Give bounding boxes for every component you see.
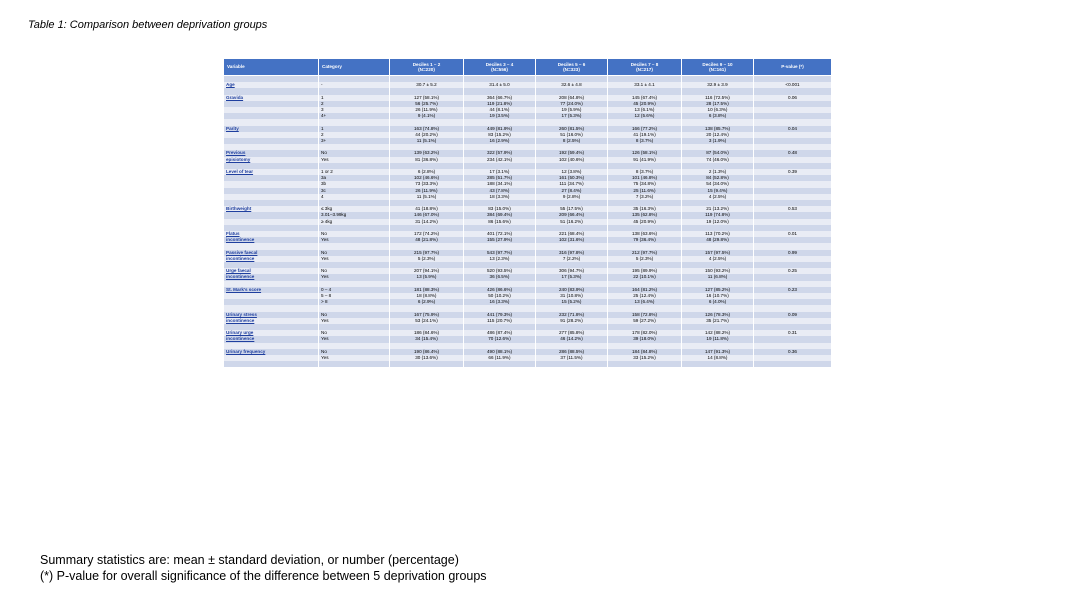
value-cell: 119 (21.8%) [464,101,536,107]
category-cell: 5 – 8 [319,293,390,299]
value-cell: 8 (2.5%) [536,138,608,144]
category-cell: 0 – 4 [319,287,390,293]
value-cell: 15 (5.2%) [536,299,608,305]
table-body [224,76,832,368]
value-cell: 102 (46.6%) [390,175,464,181]
value-cell: 59 (27.2%) [608,318,682,324]
value-cell: 19 (11.8%) [682,336,754,342]
category-cell: No [319,231,390,237]
category-cell: Yes [319,355,390,361]
variable-cell: episiotomy [224,157,319,163]
value-cell: 26 (11.9%) [390,188,464,194]
value-cell: 39 (18.0%) [608,336,682,342]
column-header [464,59,536,76]
value-cell: 543 (97.7%) [464,250,536,256]
value-cell: 45 (20.9%) [608,101,682,107]
value-cell: 19 (5.9%) [536,107,608,113]
column-header-label: Deciles 3 – 4 [485,61,514,67]
value-cell: 66 (11.9%) [464,355,536,361]
column-header-count: (N=217) [636,67,653,72]
p-value-note: (*) P-value for overall significance of the difference between 5 deprivation groups [40,569,487,583]
value-cell: 113 (70.2%) [682,231,754,237]
value-cell: 51 (16.2%) [536,219,608,225]
value-cell: 19 (12.0%) [682,219,754,225]
value-cell: 209 (66.4%) [536,212,608,218]
value-cell: 81 (36.8%) [390,157,464,163]
column-header [754,59,832,76]
p-value-cell: 0.06 [754,95,832,101]
value-cell: 41 (19.1%) [608,132,682,138]
p-value-cell [754,361,832,367]
value-cell: 207 (94.1%) [390,268,464,274]
p-value-cell: 0.09 [754,312,832,318]
category-cell: 1 [319,95,390,101]
value-cell: 486 (87.4%) [464,330,536,336]
column-header-label: Deciles 5 – 6 [557,61,586,67]
value-cell: 139 (63.2%) [390,150,464,156]
column-header-label: Deciles 7 – 8 [630,61,659,67]
value-cell: 33 (15.2%) [608,355,682,361]
value-cell: 84 (52.8%) [682,175,754,181]
value-cell: 74 (46.0%) [682,157,754,163]
variable-cell: Level of tear [224,169,319,175]
variable-cell: Parity [224,126,319,132]
category-cell: 3a [319,175,390,181]
column-header-label: P-value (*) [781,64,804,70]
value-cell: 232 (71.8%) [536,312,608,318]
value-cell: 48 (21.8%) [390,237,464,243]
value-cell: 53 (24.1%) [390,318,464,324]
value-cell: 116 (72.5%) [682,95,754,101]
category-cell: No [319,312,390,318]
variable-cell [224,361,319,367]
value-cell: 8 (3.7%) [608,169,682,175]
value-cell: 155 (27.9%) [464,237,536,243]
category-cell: 3+ [319,138,390,144]
category-cell: ≤ 3kg [319,206,390,212]
value-cell: 4 (2.5%) [682,256,754,262]
value-cell: 17 (5.3%) [536,274,608,280]
category-cell: 3.01–3.99kg [319,212,390,218]
variable-cell: incontinence [224,318,319,324]
category-cell: 1 [319,126,390,132]
value-cell: 75 (34.8%) [608,181,682,187]
table-header-row [224,59,832,76]
value-cell: 44 (8.1%) [464,107,536,113]
value-cell: 12 (3.8%) [536,169,608,175]
value-cell: 45 (20.9%) [608,219,682,225]
value-cell: 21 (13.2%) [682,206,754,212]
value-cell: 3 (1.9%) [682,138,754,144]
value-cell: 190 (86.4%) [390,349,464,355]
value-cell: 17 (3.1%) [464,169,536,175]
value-cell: 36 (6.5%) [464,274,536,280]
comparison-table [223,58,832,367]
value-cell: 127 (58.1%) [390,95,464,101]
value-cell: 184 (84.8%) [608,349,682,355]
column-header [319,59,390,76]
table-notes [40,552,487,584]
category-cell: Yes [319,336,390,342]
table-row [224,361,832,367]
column-header-label: Deciles 9 – 10 [702,61,733,67]
value-cell: 157 (97.5%) [682,250,754,256]
table-row [224,76,832,83]
category-cell: ≥ 4kg [319,219,390,225]
value-cell: 26 (11.9%) [390,107,464,113]
value-cell: 77 (24.0%) [536,101,608,107]
category-cell [319,361,390,367]
value-cell: 150 (93.2%) [682,268,754,274]
category-cell: No [319,150,390,156]
value-cell: 51 (16.0%) [536,132,608,138]
value-cell: 142 (88.2%) [682,330,754,336]
column-header [682,59,754,76]
variable-cell: Age [224,82,319,88]
value-cell: 188 (34.1%) [464,181,536,187]
value-cell: 138 (63.6%) [608,231,682,237]
value-cell: 2 (1.3%) [682,169,754,175]
category-cell: - [319,82,390,88]
value-cell: 27 (8.4%) [536,188,608,194]
column-header [224,59,319,76]
value-cell: 234 (42.1%) [464,157,536,163]
value-cell: 9 (2.8%) [536,194,608,200]
category-cell: 3 [319,107,390,113]
value-cell: 13 (5.9%) [390,274,464,280]
column-header-count: (N=556) [491,67,508,72]
p-value-cell: 0.25 [754,268,832,274]
value-cell: 163 (74.8%) [390,126,464,132]
value-cell: 33.1 ± 4.1 [608,82,682,88]
value-cell: 5 (2.3%) [608,256,682,262]
category-cell: 4 [319,194,390,200]
variable-cell: Urinary urge [224,330,319,336]
variable-cell: incontinence [224,256,319,262]
value-cell: 54 (34.0%) [682,181,754,187]
value-cell [682,76,754,83]
value-cell: 73 (33.3%) [390,181,464,187]
value-cell: 87 (54.0%) [682,150,754,156]
variable-cell: Previous [224,150,319,156]
value-cell: 31.4 ± 5.0 [464,82,536,88]
value-cell: 25 (12.4%) [608,293,682,299]
value-cell: 55 (17.5%) [536,206,608,212]
value-cell: 6 (2.8%) [390,169,464,175]
value-cell [608,76,682,83]
value-cell: 195 (89.9%) [608,268,682,274]
value-cell: 79 (36.4%) [608,237,682,243]
value-cell: 91 (41.9%) [608,157,682,163]
value-cell: 192 (59.4%) [536,150,608,156]
variable-cell: incontinence [224,237,319,243]
value-cell: 19 (3.5%) [464,113,536,119]
category-cell: 4+ [319,113,390,119]
value-cell: 12 (5.6%) [608,113,682,119]
value-cell: 16 (10.7%) [682,293,754,299]
value-cell: 138 (85.7%) [682,126,754,132]
value-cell: 364 (66.7%) [464,95,536,101]
p-value-cell: 0.48 [754,150,832,156]
value-cell: 401 (72.1%) [464,231,536,237]
variable-cell: Flatus [224,231,319,237]
value-cell: 161 (50.3%) [536,175,608,181]
value-cell [464,361,536,367]
column-header [536,59,608,76]
category-cell: Yes [319,274,390,280]
value-cell: 43 (7.8%) [464,188,536,194]
value-cell: 146 (67.0%) [390,212,464,218]
value-cell [536,76,608,83]
value-cell: 9 (4.1%) [390,113,464,119]
value-cell: 286 (88.5%) [536,349,608,355]
value-cell: 172 (74.2%) [390,231,464,237]
variable-cell [224,76,319,83]
value-cell: 50 (10.2%) [464,293,536,299]
category-cell: Yes [319,256,390,262]
value-cell: 86 (15.6%) [464,219,536,225]
value-cell: 316 (97.8%) [536,250,608,256]
variable-cell: incontinence [224,274,319,280]
value-cell: 441 (79.3%) [464,312,536,318]
value-cell: 6 (4.0%) [682,299,754,305]
value-cell: 145 (67.4%) [608,95,682,101]
value-cell: 277 (85.8%) [536,330,608,336]
value-cell: 17 (5.3%) [536,113,608,119]
value-cell: 212 (97.7%) [608,250,682,256]
column-header-label: Variable [227,64,245,70]
value-cell: 30.7 ± 5.2 [390,82,464,88]
value-cell: 16 (3.3%) [464,299,536,305]
p-value-cell: 0.31 [754,330,832,336]
value-cell: 91 (28.2%) [536,318,608,324]
value-cell: 6 (2.9%) [390,299,464,305]
value-cell: 20 (12.4%) [682,132,754,138]
value-cell: 186 (84.6%) [390,330,464,336]
value-cell: 127 (85.2%) [682,287,754,293]
value-cell: 18 (3.3%) [464,194,536,200]
value-cell [536,361,608,367]
value-cell: 31 (14.2%) [390,219,464,225]
value-cell: 30 (13.6%) [390,355,464,361]
variable-cell: Birthweight [224,206,319,212]
value-cell: 384 (69.4%) [464,212,536,218]
p-value-cell: 0.99 [754,250,832,256]
variable-cell: Gravida [224,95,319,101]
value-cell [390,76,464,83]
value-cell: 11 (5.1%) [390,194,464,200]
value-cell: 44 (20.2%) [390,132,464,138]
value-cell: 11 (5.1%) [390,138,464,144]
value-cell: 13 (6.1%) [608,107,682,113]
variable-cell: Urge faecal [224,268,319,274]
category-cell: Yes [319,157,390,163]
value-cell: 164 (81.2%) [608,287,682,293]
category-cell: > 8 [319,299,390,305]
column-header-label: Category [322,64,342,70]
value-cell: 70 (12.6%) [464,336,536,342]
value-cell [390,361,464,367]
p-value-cell: <0.001 [754,82,832,88]
category-cell: 3c [319,188,390,194]
value-cell: 102 (40.6%) [536,157,608,163]
value-cell: 28 (17.5%) [682,101,754,107]
column-header-count: (N=161) [709,67,726,72]
value-cell: 260 (81.5%) [536,126,608,132]
value-cell: 46 (14.2%) [536,336,608,342]
value-cell: 178 (82.0%) [608,330,682,336]
category-cell: 2 [319,101,390,107]
value-cell: 135 (62.8%) [608,212,682,218]
value-cell: 6 (3.8%) [682,113,754,119]
value-cell: 119 (74.8%) [682,212,754,218]
column-header-label: Deciles 1 – 2 [412,61,441,67]
comparison-table-container [223,58,831,367]
value-cell: 490 (88.1%) [464,349,536,355]
value-cell: 240 (83.9%) [536,287,608,293]
category-cell: No [319,250,390,256]
value-cell: 13 (6.4%) [608,299,682,305]
value-cell: 147 (91.3%) [682,349,754,355]
value-cell: 4 (2.5%) [682,194,754,200]
value-cell: 126 (78.3%) [682,312,754,318]
value-cell: 306 (94.7%) [536,268,608,274]
value-cell: 83 (15.2%) [464,132,536,138]
value-cell: 34 (15.4%) [390,336,464,342]
p-value-cell [754,76,832,83]
category-cell: 3b [319,181,390,187]
value-cell: 115 (20.7%) [464,318,536,324]
variable-cell: Urinary frequency [224,349,319,355]
p-value-cell: 0.53 [754,206,832,212]
p-value-cell: 0.23 [754,287,832,293]
value-cell: 41 (18.8%) [390,206,464,212]
value-cell: 83 (15.0%) [464,206,536,212]
value-cell: 35 (21.7%) [682,318,754,324]
variable-cell: St. Mark's score [224,287,319,293]
value-cell: 7 (3.2%) [608,194,682,200]
value-cell: 101 (46.8%) [608,175,682,181]
value-cell: 166 (77.2%) [608,126,682,132]
variable-cell: incontinence [224,336,319,342]
category-cell: Yes [319,237,390,243]
value-cell: 449 (81.9%) [464,126,536,132]
category-cell: No [319,330,390,336]
p-value-cell: 0.04 [754,126,832,132]
value-cell: 5 (2.3%) [390,256,464,262]
value-cell: 18 (8.8%) [390,293,464,299]
category-cell [319,76,390,83]
value-cell: 285 (51.7%) [464,175,536,181]
column-header-count: (N=220) [418,67,435,72]
p-value-cell: 0.36 [754,349,832,355]
value-cell [464,76,536,83]
value-cell: 167 (75.9%) [390,312,464,318]
p-value-cell: 0.01 [754,231,832,237]
variable-cell: Passive faecal [224,250,319,256]
p-value-cell: 0.39 [754,169,832,175]
value-cell: 35 (16.3%) [608,206,682,212]
value-cell: 25 (11.6%) [608,188,682,194]
value-cell: 14 (8.8%) [682,355,754,361]
value-cell: 102 (31.6%) [536,237,608,243]
value-cell [608,361,682,367]
value-cell: 8 (3.7%) [608,138,682,144]
value-cell: 10 (6.3%) [682,107,754,113]
value-cell: 13 (2.3%) [464,256,536,262]
value-cell: 322 (57.9%) [464,150,536,156]
variable-cell: Urinary stress [224,312,319,318]
value-cell: 16 (2.9%) [464,138,536,144]
value-cell: 520 (93.5%) [464,268,536,274]
value-cell: 181 (88.3%) [390,287,464,293]
category-cell: Yes [319,318,390,324]
value-cell [682,361,754,367]
column-header [608,59,682,76]
column-header [390,59,464,76]
value-cell: 32.9 ± 3.9 [682,82,754,88]
category-cell: 1 or 2 [319,169,390,175]
value-cell: 37 (11.5%) [536,355,608,361]
value-cell: 7 (2.2%) [536,256,608,262]
category-cell: 2 [319,132,390,138]
value-cell: 15 (9.4%) [682,188,754,194]
table-title: Table 1: Comparison between deprivation groups [28,19,268,31]
value-cell: 208 (64.8%) [536,95,608,101]
value-cell: 11 (6.8%) [682,274,754,280]
value-cell: 426 (86.6%) [464,287,536,293]
value-cell: 31 (10.8%) [536,293,608,299]
value-cell: 215 (97.7%) [390,250,464,256]
category-cell: No [319,268,390,274]
value-cell: 22 (10.1%) [608,274,682,280]
column-header-count: (N=323) [563,67,580,72]
summary-statistics-note: Summary statistics are: mean ± standard deviation, or number (percentage) [40,553,459,567]
category-cell: No [319,349,390,355]
value-cell: 221 (68.4%) [536,231,608,237]
value-cell: 48 (29.8%) [682,237,754,243]
value-cell: 111 (34.7%) [536,181,608,187]
value-cell: 158 (72.8%) [608,312,682,318]
value-cell: 126 (58.1%) [608,150,682,156]
value-cell: 56 (25.7%) [390,101,464,107]
value-cell: 32.6 ± 4.8 [536,82,608,88]
